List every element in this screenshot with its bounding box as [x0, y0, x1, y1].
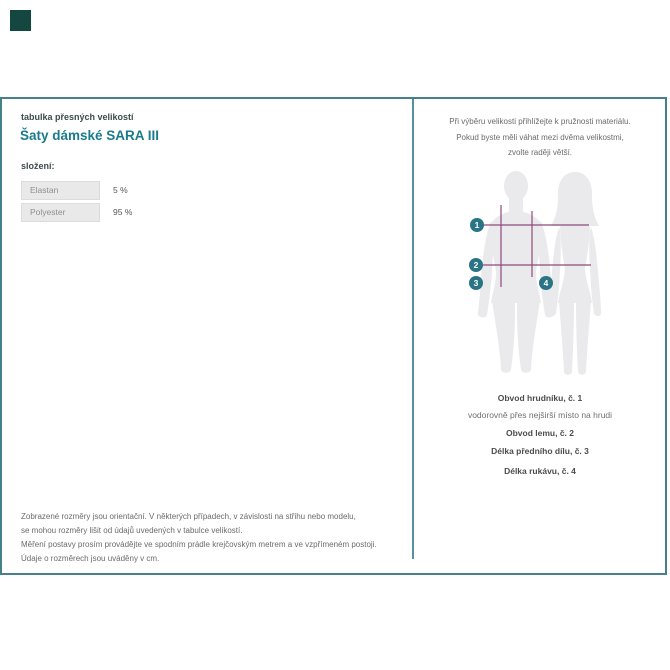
figure-badge-4: [539, 276, 553, 290]
body-silhouette-icon: [478, 171, 554, 373]
advice-line: zvolte raději větší.: [507, 148, 573, 157]
composition-table: [21, 181, 241, 225]
brand-logo-icon: [10, 10, 31, 31]
material-name-cell: Elastan: [21, 181, 100, 200]
composition-heading: složení:: [21, 161, 55, 171]
material-name-cell: Polyester: [21, 203, 100, 222]
measurement-label-chest: Obvod hrudníku, č. 1: [497, 393, 583, 403]
measurement-figure: [440, 165, 650, 385]
measurement-label-front-length: Délka předního dílu, č. 3: [491, 446, 589, 456]
figure-badge-2: [469, 258, 483, 272]
disclaimer-line: Zobrazené rozměry jsou orientační. V některých případech, v závislosti na střihu nebo modelu,: [21, 512, 356, 521]
material-percent-cell: 95 %: [113, 207, 133, 217]
measurement-label-sleeve: Délka rukávu, č. 4: [504, 466, 576, 476]
advice-line: Při výběru velikosti přihlížejte k pružnosti materiálu.: [449, 117, 631, 126]
sizing-advice-text: [413, 114, 667, 161]
svg-text:3: 3: [473, 278, 479, 288]
material-percent-cell: 5 %: [113, 185, 128, 195]
svg-text:1: 1: [474, 220, 480, 230]
table-row: [21, 181, 241, 200]
figure-badge-3: [469, 276, 483, 290]
measurement-label-hem: Obvod lemu, č. 2: [505, 428, 575, 438]
table-row: [21, 203, 241, 222]
advice-line: Pokud byste měli váhat mezi dvěma velikostmi,: [456, 132, 624, 142]
disclaimer-line: Měření postavy prosím provádějte ve spodním prádle krejčovským metrem a ve vzpřímeném postoji.: [21, 540, 377, 549]
size-table-eyebrow: tabulka přesných velikostí: [21, 112, 134, 122]
body-silhouette-icon: [549, 172, 601, 375]
svg-text:4: 4: [543, 278, 549, 288]
panel-divider: [412, 99, 414, 559]
disclaimer-text: [21, 510, 411, 566]
svg-text:2: 2: [473, 260, 479, 270]
measurement-note-chest: vodorovně přes nejširší místo na hrudi: [467, 410, 613, 420]
disclaimer-line: se mohou rozměry lišit od údajů uvedených v tabulce velikostí.: [21, 526, 243, 535]
product-title: Šaty dámské SARA III: [20, 128, 160, 143]
disclaimer-line: Údaje o rozměrech jsou uváděny v cm.: [21, 554, 160, 563]
figure-badge-1: [470, 218, 484, 232]
